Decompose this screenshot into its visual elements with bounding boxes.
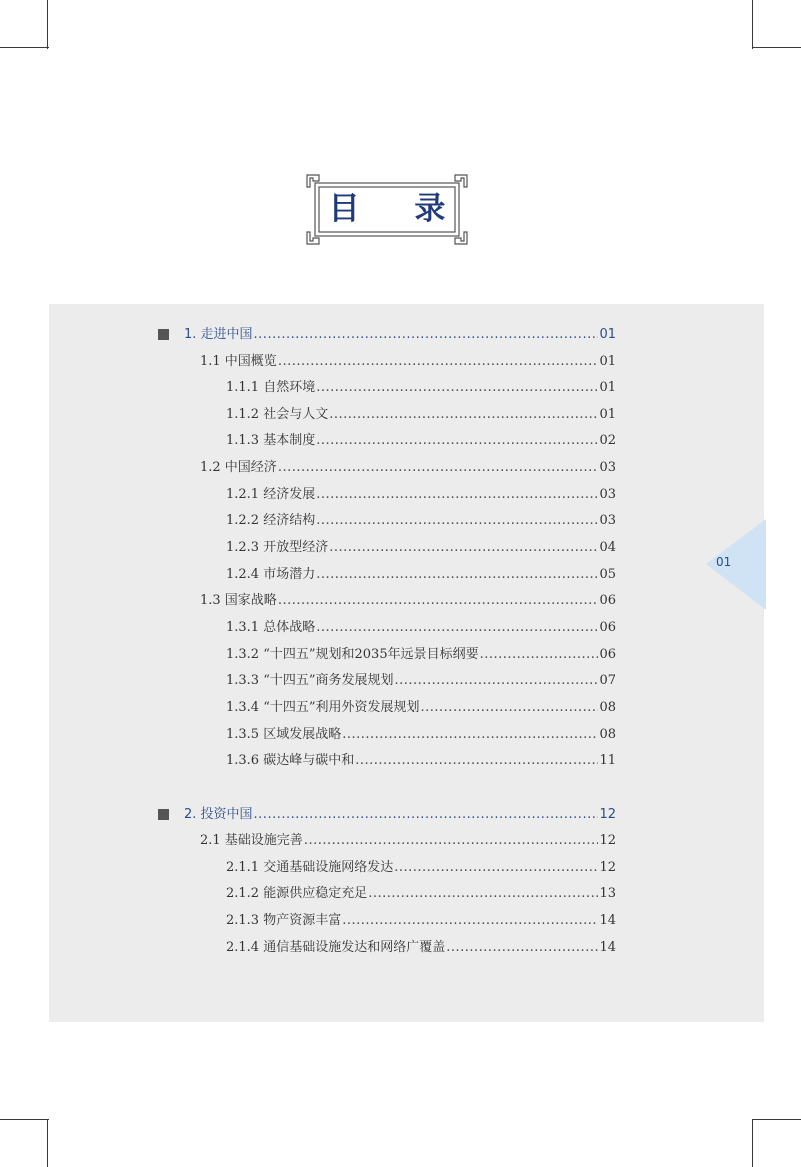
toc-entry[interactable]: 2.1 基础设施完善 ..... 12 [0,831,801,851]
toc-entry-section[interactable]: 1. 走进中国 ..... 01 [0,325,801,345]
toc-entry[interactable]: 1.2.4 市场潜力 ..... 05 [0,565,801,585]
toc-entry[interactable]: 1.3.6 碳达峰与碳中和 ..... 11 [0,751,801,771]
toc-entry[interactable]: 1.2.3 开放型经济 ..... 04 [0,538,801,558]
page-title: 目 录 [328,191,468,227]
toc-entry[interactable]: 1.3.2 “十四五”规划和2035年远景目标纲要 ..... 06 [0,645,801,665]
toc-entry[interactable]: 1.1 中国概览 ..... 01 [0,352,801,372]
toc-entry[interactable]: 1.3.4 “十四五”利用外资发展规划 ..... 08 [0,698,801,718]
toc-entry[interactable]: 1.3.5 区域发展战略 ..... 08 [0,725,801,745]
toc-entry[interactable]: 2.1.4 通信基础设施发达和网络广覆盖 ..... 14 [0,938,801,958]
side-tab-page-number: 01 [716,555,732,569]
toc-entry[interactable]: 1.3.1 总体战略 ..... 06 [0,618,801,638]
toc-entry[interactable]: 2.1.3 物产资源丰富 ..... 14 [0,911,801,931]
toc-entry-section[interactable]: 2. 投资中国 ..... 12 [0,805,801,825]
toc-entry[interactable]: 1.3.3 “十四五”商务发展规划 ..... 07 [0,671,801,691]
toc-entry[interactable]: 1.1.2 社会与人文 ..... 01 [0,405,801,425]
title-frame [306,174,468,245]
toc-entry[interactable]: 1.3 国家战略 ..... 06 [0,591,801,611]
toc-entry[interactable]: 1.1.1 自然环境 ..... 01 [0,378,801,398]
toc-entry[interactable]: 2.1.1 交通基础设施网络发达 ..... 12 [0,858,801,878]
toc-entry[interactable]: 1.2 中国经济 ..... 03 [0,458,801,478]
toc-entry[interactable]: 2.1.2 能源供应稳定充足 ..... 13 [0,884,801,904]
toc-entry[interactable]: 1.2.2 经济结构 ..... 03 [0,511,801,531]
toc-entry[interactable]: 1.1.3 基本制度 ..... 02 [0,431,801,451]
toc-entry[interactable]: 1.2.1 经济发展 ..... 03 [0,485,801,505]
